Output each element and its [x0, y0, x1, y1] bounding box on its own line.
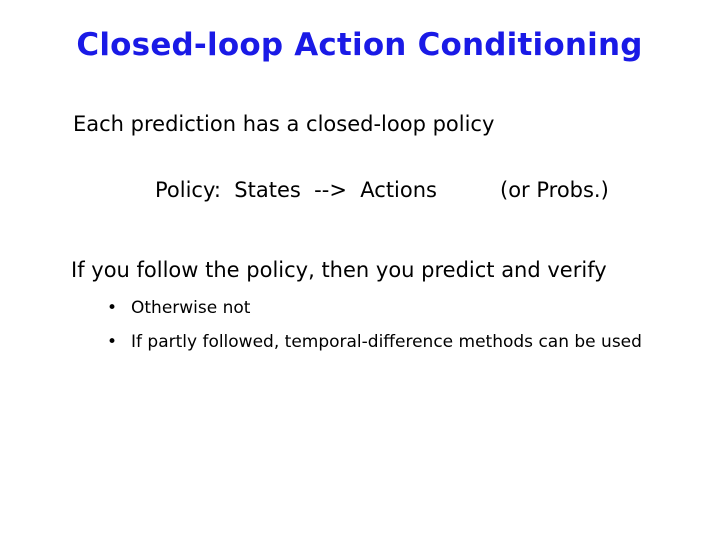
policy-alternative: (or Probs.)	[500, 178, 609, 202]
bullet-item	[107, 329, 667, 356]
slide-title: Closed-loop Action Conditioning	[76, 27, 643, 63]
bullet-dot-icon: •	[107, 298, 118, 318]
closed-loop-statement: Each prediction has a closed-loop policy	[73, 112, 495, 136]
follow-policy-statement: If you follow the policy, then you predict and verify	[71, 258, 607, 282]
policy-definition: Policy: States --> Actions	[155, 178, 437, 202]
bullet-text: If partly followed, temporal-difference methods can be used	[131, 332, 642, 352]
bullet-dot-icon: •	[107, 332, 118, 352]
bullet-list	[107, 295, 667, 363]
bullet-item	[107, 295, 667, 322]
bullet-text: Otherwise not	[131, 298, 251, 318]
